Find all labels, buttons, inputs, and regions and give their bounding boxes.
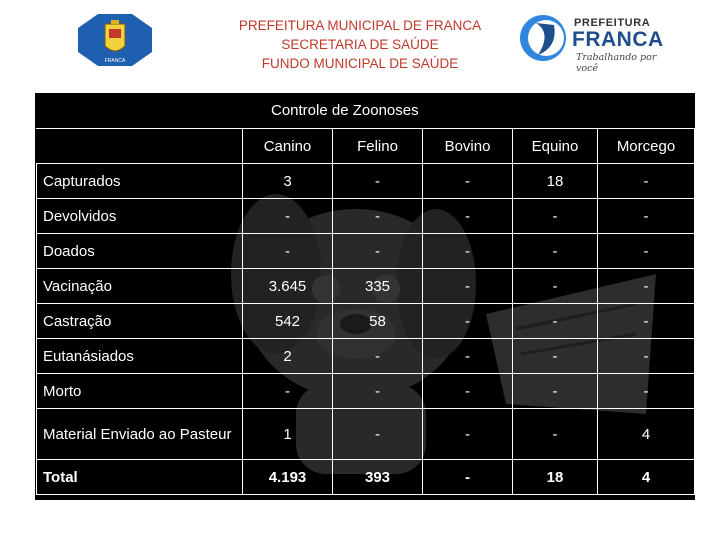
table-cell: 335: [333, 269, 423, 304]
row-label: Vacinação: [37, 269, 243, 304]
table-cell: 393: [333, 460, 423, 495]
row-label: Devolvidos: [37, 199, 243, 234]
table-row: [37, 199, 695, 234]
table-cell: -: [598, 234, 695, 269]
table-cell: 2: [243, 339, 333, 374]
city-crest-icon: [78, 14, 152, 66]
org-line-3: FUNDO MUNICIPAL DE SAÚDE: [261, 56, 459, 71]
column-header: Felino: [333, 129, 423, 164]
table-cell: 18: [513, 460, 598, 495]
table-cell: 18: [513, 164, 598, 199]
logo-tagline: Trabalhando por você: [576, 52, 657, 74]
table-cell: -: [423, 339, 513, 374]
table-cell: 4: [598, 460, 695, 495]
row-label: Doados: [37, 234, 243, 269]
table-cell: -: [513, 199, 598, 234]
column-header: Canino: [243, 129, 333, 164]
table-cell: -: [423, 199, 513, 234]
row-label: Morto: [37, 374, 243, 409]
table-cell: -: [513, 409, 598, 460]
logo-word-prefeitura: PREFEITURA: [574, 17, 651, 29]
table-row: [37, 234, 695, 269]
table-cell: 4: [598, 409, 695, 460]
logo-mark-icon: [518, 13, 568, 63]
table-cell: -: [513, 304, 598, 339]
table-cell: 1: [243, 409, 333, 460]
zoonoses-table-panel: [35, 93, 695, 500]
column-header: Equino: [513, 129, 598, 164]
svg-text:FRANCA: FRANCA: [104, 58, 126, 64]
table-row: [37, 304, 695, 339]
table-row: [37, 339, 695, 374]
logo-word-franca: FRANCA: [572, 28, 664, 51]
table-title-row: [36, 94, 694, 129]
table-cell: -: [243, 234, 333, 269]
row-label: Total: [37, 460, 243, 495]
table-cell: 4.193: [243, 460, 333, 495]
org-line-2: SECRETARIA DE SAÚDE: [281, 37, 439, 52]
row-label: Material Enviado ao Pasteur: [37, 409, 243, 460]
table-cell: -: [243, 374, 333, 409]
org-line-1: PREFEITURA MUNICIPAL DE FRANCA: [238, 18, 482, 33]
table-cell: -: [513, 374, 598, 409]
table-row: [37, 374, 695, 409]
table-cell: -: [598, 304, 695, 339]
table-cell: -: [598, 199, 695, 234]
table-cell: -: [423, 374, 513, 409]
table-cell: -: [598, 164, 695, 199]
table-cell: -: [333, 234, 423, 269]
table-cell: -: [423, 460, 513, 495]
organization-name: [200, 16, 520, 73]
table-cell: -: [333, 164, 423, 199]
table-row: [37, 269, 695, 304]
row-label: Eutanásiados: [37, 339, 243, 374]
table-cell: -: [333, 374, 423, 409]
total-row: [37, 460, 695, 495]
prefeitura-logo: [518, 13, 668, 74]
table-cell: 58: [333, 304, 423, 339]
table-cell: -: [423, 409, 513, 460]
table-title: Controle de Zoonoses: [271, 102, 419, 119]
table-cell: -: [333, 409, 423, 460]
column-header: Morcego: [598, 129, 695, 164]
table-cell: -: [598, 339, 695, 374]
row-label: Capturados: [37, 164, 243, 199]
table-header-row: [37, 129, 695, 164]
table-row: [37, 409, 695, 460]
table-cell: -: [243, 199, 333, 234]
table-cell: -: [333, 339, 423, 374]
table-cell: -: [423, 164, 513, 199]
header-corner: [37, 129, 243, 164]
row-label: Castração: [37, 304, 243, 339]
table-cell: -: [333, 199, 423, 234]
table-cell: -: [598, 269, 695, 304]
table-cell: -: [423, 234, 513, 269]
page-header: [0, 0, 720, 90]
table-cell: 3: [243, 164, 333, 199]
column-header: Bovino: [423, 129, 513, 164]
table-cell: -: [423, 269, 513, 304]
table-cell: 542: [243, 304, 333, 339]
table-cell: -: [513, 269, 598, 304]
table-cell: 3.645: [243, 269, 333, 304]
table-cell: -: [423, 304, 513, 339]
table-cell: -: [598, 374, 695, 409]
zoonoses-table: [36, 128, 695, 495]
table-cell: -: [513, 339, 598, 374]
table-row: [37, 164, 695, 199]
table-cell: -: [513, 234, 598, 269]
